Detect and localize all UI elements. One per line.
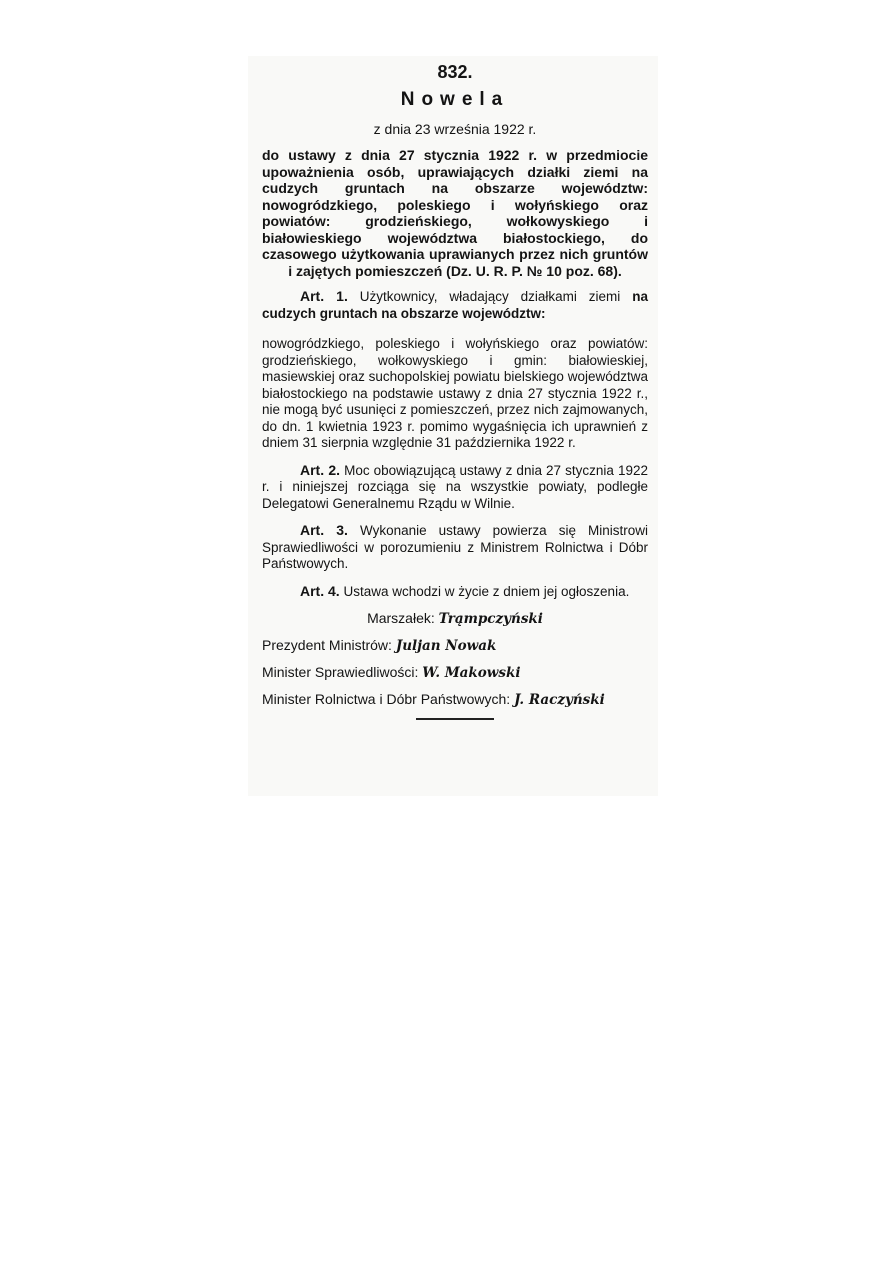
signature-prime-minister-role: Prezydent Ministrów:: [262, 637, 392, 653]
page-number: 832.: [437, 62, 473, 82]
article-4-label: Art. 4.: [300, 582, 340, 599]
signature-justice-minister-role: Minister Sprawiedliwości:: [262, 664, 419, 680]
signature-marshal-name: Trąmpczyński: [438, 611, 543, 627]
article-1-continuation: nowogródzkiego, poleskiego i wołyńskiego oraz powiatów: grodzieńskiego, wołkowyskiego i gmin: białowieskiej, masiewskiej oraz suchopolskiej powiatu bielskiego województwa białostockiego na podstawie ustawy z dnia 27 stycznia 1922 r., nie mogą być usunięci z pomieszczeń, przez nich zajmowanych, do dn. 1 kwietnia 1923 r. pomimo wygaśnięcia ich uprawnień z dniem 31 sierpnia względnie 31 października 1922 r.: [262, 336, 648, 450]
article-4-text: Ustawa wchodzi w życie z dniem jej ogłoszenia.: [343, 583, 630, 599]
article-1-lead-bold-text: na cudzych gruntach na obszarze województw:: [262, 289, 648, 321]
article-1-lead-text: Użytkownicy, władający działkami ziemi: [359, 289, 621, 304]
signature-prime-minister-name: Juljan Nowak: [395, 638, 497, 654]
article-3-text: Wykonanie ustawy powierza się Ministrowi Sprawiedliwości w porozumieniu z Ministrem Rolnictwa i Dóbr Państwowych.: [262, 523, 648, 571]
signature-marshal: [262, 610, 648, 627]
article-2-label: Art. 2.: [300, 461, 340, 478]
signature-justice-minister-name: W. Makowski: [422, 665, 521, 681]
signature-justice-minister: [262, 664, 648, 681]
article-1-lead: [262, 288, 648, 322]
document-subject: do ustawy z dnia 27 stycznia 1922 r. w przedmiocie upoważnienia osób, uprawiających działki ziemi na cudzych gruntach na obszarze województw: nowogródzkiego, poleskiego i wołyńskiego oraz powiatów: grodzieńskiego, wołkowyskiego i białowieskiego województwa białostockiego, do czasowego użytkowania uprawianych przez nich gruntów i zajętych pomieszczeń (Dz. U. R. P. № 10 poz. 68).: [262, 147, 648, 279]
signature-agriculture-minister-name: J. Raczyński: [514, 692, 605, 708]
end-divider: [416, 718, 494, 720]
signature-agriculture-minister-role: Minister Rolnictwa i Dóbr Państwowych:: [262, 691, 511, 707]
document-title: Nowela: [400, 89, 510, 110]
article-3-label: Art. 3.: [300, 522, 348, 538]
signature-marshal-role: Marszałek:: [367, 610, 435, 626]
document-date: z dnia 23 września 1922 r.: [373, 121, 537, 137]
article-2-text: Moc obowiązującą ustawy z dnia 27 stycznia 1922 r. i niniejszej rozciąga się na wszystkie powiaty, podległe Delegatowi Generalnemu Rządu w Wilnie.: [262, 462, 648, 511]
article-2: [262, 462, 648, 513]
article-4: [262, 583, 648, 601]
signature-prime-minister: [262, 637, 648, 654]
article-1-label: Art. 1.: [300, 288, 348, 304]
document-column: [262, 62, 648, 720]
signature-agriculture-minister: [262, 691, 648, 708]
article-3: [262, 522, 648, 573]
